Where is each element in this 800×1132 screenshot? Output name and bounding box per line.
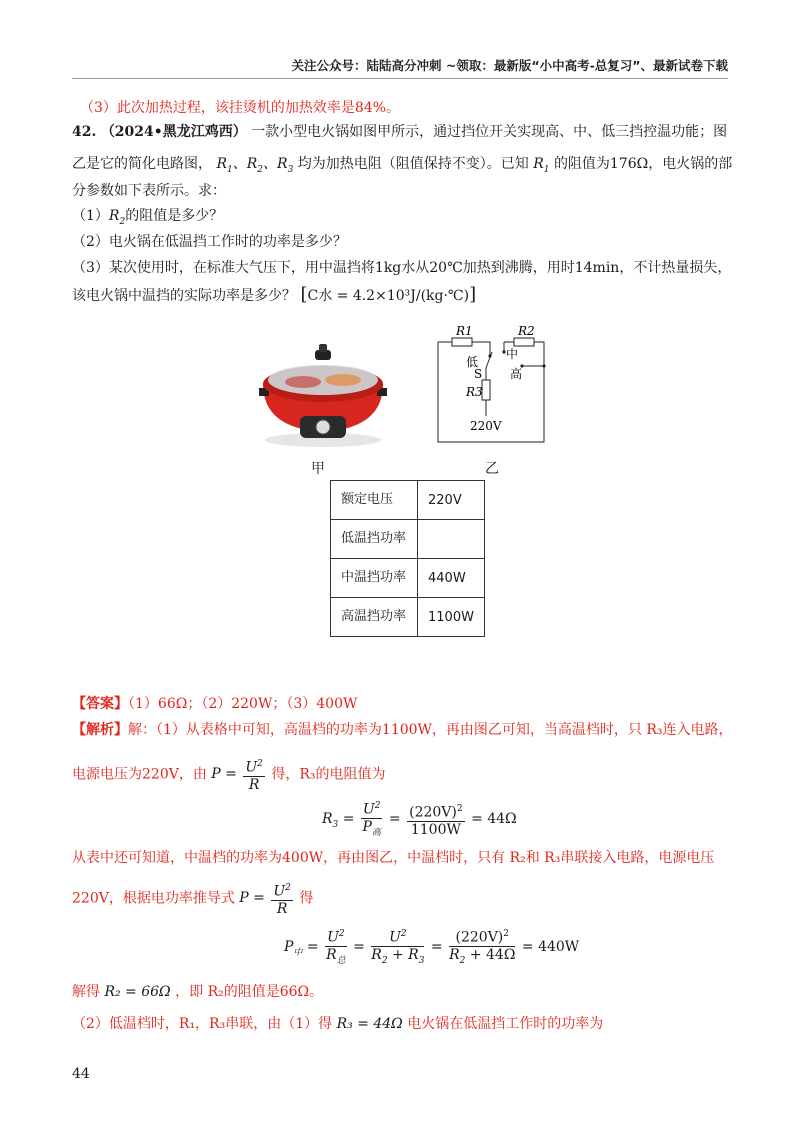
hot-pot-image (255, 336, 390, 448)
question-line-3: 分参数如下表所示。求： (72, 183, 226, 199)
low-label: 低 (466, 355, 479, 369)
equation-1: $R_3$ = $\frac{U^2}{P_高}$ = $\frac{(220V)^2}{1100W}$ = 44Ω (322, 798, 517, 840)
analysis-line-1: 【解析】解：（1）从表格中可知，高温档的功率为1100W，再由图乙可知，当高温档时，只 R₃连入电路， (72, 722, 733, 738)
r3-label: R3 (466, 385, 483, 399)
figure-caption-a: 甲 (311, 461, 325, 477)
analysis-label: 【解析】 (72, 722, 128, 738)
circuit-diagram (430, 322, 550, 447)
answer-line: 【答案】（1）66Ω；（2）220W；（3）400W (72, 696, 358, 712)
table-row: 额定电压 220V (331, 481, 485, 520)
voltage-label: 220V (470, 419, 502, 433)
high-label: 高 (510, 367, 523, 381)
sub-question-2: （2）电火锅在低温挡工作时的功率是多少？ (72, 234, 347, 250)
sub-question-3-line-1: （3）某次使用时，在标准大气压下，用中温挡将1kg水从20℃加热到沸腾，用时14min，不计热量损失， (72, 260, 732, 276)
analysis-line-3: 从表中还可知道，中温档的功率为400W，再由图乙，中温档时，只有 R₂和 R₃串联接入电路，电源电压 (72, 850, 715, 866)
power-formula-2: P = $\frac{U^2}{R}$ (239, 890, 295, 906)
page-header: 关注公众号：陆陆高分冲刺 ~领取：最新版“小中高考-总复习”、最新试卷下载 (291, 58, 728, 73)
analysis-line-2: 电源电压为220V，由 P = $\frac{U^2}{R}$ 得，R₃的电阻值为 (72, 756, 386, 793)
sub-question-1: $(1)R_2$的阻值是多少？ (72, 208, 224, 227)
answer-label: 【答案】 (72, 696, 128, 712)
question-line-1: 42. （2024•黑龙江鸡西） 一款小型电火锅如图甲所示，通过挡位开关实现高、中、低三挡控温功能；图 (72, 124, 728, 140)
parameter-table (330, 480, 485, 637)
r-symbols: $R_1$、$R_2$、$R_3$ (216, 156, 294, 175)
question-line-2: 乙是它的简化电路图， $R_1$、$R_2$、$R_3$ 均为加热电阻（阻值保持不变）。已知 $R_1$ 的阻值为176Ω，电火锅的部 (72, 156, 733, 175)
mid-label: 中 (506, 347, 519, 361)
r1-label: R1 (456, 324, 473, 338)
page-number: 44 (72, 1066, 90, 1082)
question-number: 42. (72, 124, 97, 140)
table-row: 中温挡功率 440W (331, 559, 485, 598)
table-row: 高温挡功率 1100W (331, 598, 485, 637)
table-row: 低温挡功率 (331, 520, 485, 559)
analysis-line-6: （2）低温档时，R₁，R₃串联，由（1）得 R₃ = 44Ω 电火锅在低温挡工作时的功率为 (72, 1016, 604, 1032)
sub-question-3-line-2: 该电火锅中温挡的实际功率是多少？ [C水 = 4.2×10³J/(kg·℃)] (72, 284, 477, 305)
figure-caption-b: 乙 (485, 461, 499, 477)
water-heat-capacity: C水 = 4.2×10³J/(kg·℃) (307, 288, 470, 304)
analysis-line-4: 220V，根据电功率推导式 P = $\frac{U^2}{R}$ 得 (72, 880, 313, 917)
power-formula: P = $\frac{U^2}{R}$ (211, 766, 267, 782)
r2-label: R2 (518, 324, 535, 338)
question-source: （2024•黑龙江鸡西） (100, 124, 247, 140)
analysis-line-5: 解得 R₂ = 66Ω ，即 R₂的阻值是66Ω。 (72, 984, 324, 1000)
switch-label: S (474, 367, 483, 381)
header-divider (72, 78, 728, 79)
previous-answer: （3）此次加热过程，该挂烫机的加热效率是84%。 (80, 100, 401, 116)
equation-2: $P_中$ = $\frac{U^2}{R_总}$ = $\frac{U^2}{R_2 + R_3}$ = $\frac{(220V)^2}{R_2 + 44\Omega}$ = 440W (284, 926, 579, 968)
